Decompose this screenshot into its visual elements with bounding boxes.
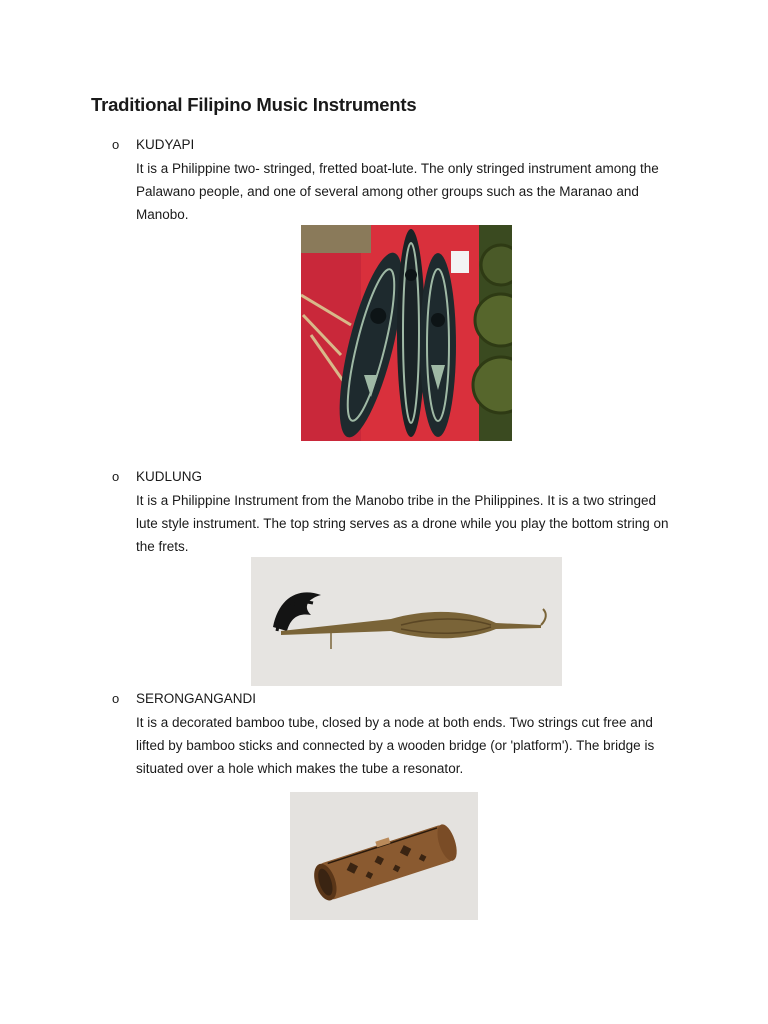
list-bullet: o (112, 137, 120, 152)
instrument-name: KUDLUNG (136, 469, 203, 484)
kudlung-photo (251, 557, 562, 686)
instrument-description: It is a decorated bamboo tube, closed by a node at both ends. Two strings cut free and lifted by bamboo sticks and connected by a wooden bridge (or 'platform'). The bridge is situated over a hole which makes the tube a resonator. (136, 715, 655, 776)
serongangandi-photo (290, 792, 478, 920)
instrument-entry-kudlung (0, 466, 768, 566)
instrument-name: KUDYAPI (136, 137, 195, 152)
instrument-entry-serongangandi (0, 688, 768, 788)
list-bullet: o (112, 691, 120, 706)
instrument-entry-kudyapi (0, 134, 768, 234)
list-bullet: o (112, 469, 120, 484)
instrument-name: SERONGANGANDI (136, 691, 257, 706)
page-title: Traditional Filipino Music Instruments (91, 94, 417, 115)
instrument-description: It is a Philippine two- stringed, fretted boat-lute. The only stringed instrument among the Palawano people, and one of several among other groups such as the Maranao and Manobo. (136, 161, 659, 222)
kudyapi-photo (301, 225, 512, 441)
instrument-description: It is a Philippine Instrument from the Manobo tribe in the Philippines. It is a two stringed lute style instrument. The top string serves as a drone while you play the bottom string on the frets. (136, 493, 669, 554)
